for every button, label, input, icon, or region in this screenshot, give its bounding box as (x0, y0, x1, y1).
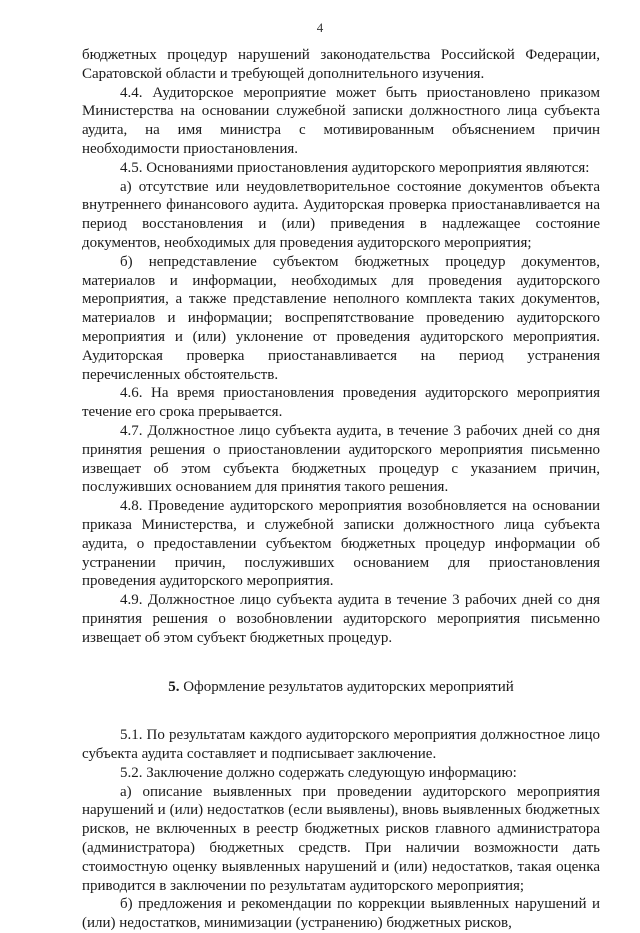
paragraph: 5.1. По результатам каждого аудиторского мероприятия должностное лицо субъекта аудита составляет и подписывает заключение. (82, 727, 600, 763)
document-body (82, 46, 600, 933)
paragraph: 4.9. Должностное лицо субъекта аудита в течение 3 рабочих дней со дня принятия решения о возобновлении аудиторского мероприятия письменно извещает об этом субъект бюджетных процедур. (82, 592, 600, 646)
paragraph: 4.8. Проведение аудиторского мероприятия возобновляется на основании приказа Министерства, и служебной записки должностного лица субъекта аудита, о предоставлении субъектом бюджетных процедур информации об устранении причин, послуживших основанием для приостановления проведения аудиторского мероприятия. (82, 498, 600, 590)
paragraph: 4.4. Аудиторское мероприятие может быть приостановлено приказом Министерства на основании служебной записки должностного лица субъекта аудита, на имя министра с мотивированным объяснением причин необходимости приостановления. (82, 84, 600, 157)
paragraph: а) отсутствие или неудовлетворительное состояние документов объекта внутреннего финансового аудита. Аудиторская проверка приостанавливается на период восстановления и (или) приведения в надлежащее состояние документов, необходимых для проведения аудиторского мероприятия; (82, 178, 600, 251)
section-heading (82, 678, 600, 697)
paragraph: 4.6. На время приостановления проведения аудиторского мероприятия течение его срока прерывается. (82, 385, 600, 421)
paragraph: 5.2. Заключение должно содержать следующую информацию: (120, 764, 517, 781)
paragraphs-before-section (82, 46, 600, 648)
paragraph: а) описание выявленных при проведении аудиторского мероприятия нарушений и (или) недостатков (если выявлены), вновь выявленных бюджетных рисков, не включенных в реестр бюджетных рисков главного администратора (администратора) бюджетных средств. При наличии возможности дать стоимостную оценку выявленных нарушений и (или) недостатков, такая оценка приводится в заключении по результатам аудиторского мероприятия; (82, 783, 600, 894)
paragraph: 4.5. Основаниями приостановления аудиторского мероприятия являются: (120, 159, 590, 176)
paragraph: б) предложения и рекомендации по коррекции выявленных нарушений и (или) недостатков, минимизации (устранению) бюджетных рисков, (82, 896, 600, 932)
paragraph: 4.7. Должностное лицо субъекта аудита, в течение 3 рабочих дней со дня принятия решения о приостановлении аудиторского мероприятия письменно извещает об этом субъекта бюджетных процедур с указанием причин, послуживших основанием для принятия такого решения. (82, 422, 600, 496)
section-number: 5. (168, 678, 180, 695)
paragraphs-after-section (82, 726, 600, 933)
paragraph: б) непредставление субъектом бюджетных процедур документов, материалов и информации, необходимых для проведения аудиторского мероприятия, а также представление неполного комплекта таких документов, материалов и информации; воспрепятствование проведению аудиторского мероприятия и (или) уклонение от проведения аудиторского мероприятия. Аудиторская проверка приостанавливается на период устранения перечисленных обстоятельств. (82, 253, 600, 383)
page-number: 4 (316, 20, 324, 35)
paragraph: бюджетных процедур нарушений законодательства Российской Федерации, Саратовской области и требующей дополнительного изучения. (82, 47, 600, 82)
section-title: Оформление результатов аудиторских мероприятий (183, 678, 514, 695)
